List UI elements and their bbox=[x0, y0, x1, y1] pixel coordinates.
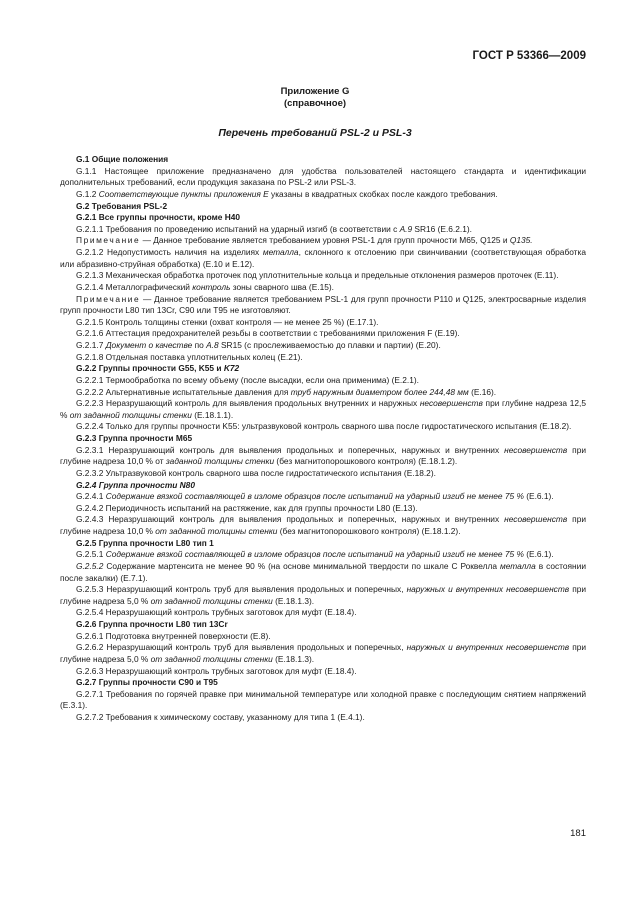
paragraph: G.2.6.1 Подготовка внутренней поверхности (E.8). bbox=[76, 630, 271, 641]
paragraph: G.2.1.4 Металлографический контроль зоны сварного шва (E.15). bbox=[76, 281, 334, 292]
paragraph: G.2.3.1 Неразрушающий контроль для выявления продольных и поперечных, наружных и внутренних несовершенств при глубине надреза 10,0 % от заданной толщины стенки (без магнитопорошкового контроля) (E.18.1.2). bbox=[60, 444, 586, 467]
section-heading: G.2.7 Группы прочности C90 и T95 bbox=[76, 677, 218, 688]
paragraph: G.2.2.1 Термообработка по всему объему (после высадки, если она применима) (E.2.1). bbox=[76, 374, 419, 385]
paragraph: G.2.7.1 Требования по горячей правке при минимальной температуре или холодной правке с последующим снятием напряжений (E.3.1). bbox=[60, 688, 586, 711]
note-label: Примечание bbox=[76, 293, 141, 304]
document-body bbox=[60, 154, 586, 724]
paragraph: G.2.5.3 Неразрушающий контроль труб для выявления продольных и поперечных, наружных и внутренних несовершенств при глубине надреза 5,0 % от заданной толщины стенки (E.18.1.3). bbox=[60, 584, 587, 606]
paragraph: G.2.1.7 Документ о качестве по A.8 SR15 (с прослеживаемостью до плавки и партии) (E.20). bbox=[76, 340, 441, 350]
paragraph: G.2.4.2 Периодичность испытаний на растяжение, как для группы прочности L80 (E.13). bbox=[76, 502, 418, 513]
paragraph: G.2.2.2 Альтернативные испытательные давления для труб наружным диаметром более 244,48 мм (E.16). bbox=[76, 386, 497, 397]
section-heading: G.1 Общие положения bbox=[76, 154, 169, 164]
paragraph: G.2.1.2 Недопустимость наличия на изделиях металла, склонного к отслоению при свинчивании (соответствующая обработка или абразивно-струйная обработка) (E.10 и E.12). bbox=[60, 247, 586, 269]
paragraph: G.2.5.2 Содержание мартенсита не менее 90 % (на основе минимальной твердости по шкале C Роквелла металла в состоянии после закалки) (E.7.1). bbox=[60, 560, 586, 583]
paragraph: G.2.1.1 Требования по проведению испытаний на ударный изгиб (в соответствии с A.9 SR16 (E.6.2.1). bbox=[76, 223, 472, 234]
section-heading: G.2.4 Группа прочности N80 bbox=[76, 479, 195, 490]
section-heading: G.2.6 Группа прочности L80 тип 13Cr bbox=[76, 619, 228, 629]
page-title: Перечень требований PSL-2 и PSL-3 bbox=[218, 127, 412, 139]
paragraph: G.2.2.3 Неразрушающий контроль для выявления продольных внутренних и наружных несовершенств при глубине надреза 12,5 % от заданной толщины стенки (E.18.1.1). bbox=[60, 398, 586, 420]
annex-subtitle: (справочное) bbox=[283, 98, 347, 109]
section-heading: G.2 Требования PSL-2 bbox=[76, 200, 168, 211]
standard-number: ГОСТ Р 53366—2009 bbox=[472, 50, 586, 62]
paragraph: G.2.3.2 Ультразвуковой контроль сварного шва после гидростатического испытания (E.18.2). bbox=[76, 467, 436, 478]
page-number: 181 bbox=[570, 828, 586, 839]
section-heading: G.2.2 Группы прочности G55, K55 и K72 bbox=[76, 363, 240, 374]
note: Примечание — Данное требование является требованием уровня PSL-1 для групп прочности M65, Q125 и Q135. bbox=[76, 235, 533, 246]
paragraph: G.2.5.1 Содержание вязкой составляющей в изломе образцов после испытаний на ударный изгиб не менее 75 % (E.6.1). bbox=[76, 549, 554, 560]
paragraph: G.2.1.3 Механическая обработка проточек под уплотнительные кольца и предельные отклонения размеров проточек (E.11). bbox=[76, 270, 559, 281]
paragraph: G.1.1 Настоящее приложение предназначено для удобства пользователей настоящего стандарта и идентификации дополнительных требований, если продукция заказана по PSL-2 или PSL-3. bbox=[60, 165, 586, 188]
paragraph: G.2.1.5 Контроль толщины стенки (охват контроля — не менее 25 %) (E.17.1). bbox=[76, 316, 379, 327]
paragraph: G.2.6.2 Неразрушающий контроль труб для выявления продольных и поперечных, наружных и внутренних несовершенств при глубине надреза 5,0 % от заданной толщины стенки (E.18.1.3). bbox=[60, 642, 587, 664]
note-label: Примечание bbox=[76, 235, 141, 246]
section-heading: G.2.1 Все группы прочности, кроме H40 bbox=[76, 212, 241, 223]
annex-title: Приложение G bbox=[280, 86, 350, 97]
paragraph: G.2.2.4 Только для группы прочности K55: ультразвуковой контроль сварного шва после гидростатического испытания (E.18.2). bbox=[76, 421, 572, 432]
note: Примечание — Данное требование является требованием PSL-1 для групп прочности P110 и Q125, электросварные изделия групп прочности L80 тип 13Cr, C90 или T95 не изготовляют. bbox=[60, 293, 586, 316]
paragraph: G.2.7.2 Требования к химическому составу, указанному для типа 1 (E.4.1). bbox=[76, 712, 365, 722]
paragraph: G.2.1.8 Отдельная поставка уплотнительных колец (E.21). bbox=[76, 351, 303, 362]
paragraph: G.1.2 Соответствующие пункты приложения E указаны в квадратных скобках после каждого требования. bbox=[76, 188, 498, 199]
paragraph: G.2.5.4 Неразрушающий контроль трубных заготовок для муфт (E.18.4). bbox=[76, 607, 357, 618]
paragraph: G.2.4.3 Неразрушающий контроль для выявления продольных и поперечных, наружных и внутренних несовершенств при глубине надреза 10,0 % от заданной толщины стенки (без магнитопорошкового контроля) (E.18.1.2). bbox=[60, 514, 586, 536]
section-heading: G.2.3 Группа прочности M65 bbox=[76, 433, 193, 443]
paragraph: G.2.4.1 Содержание вязкой составляющей в изломе образцов после испытаний на ударный изгиб не менее 75 % (E.6.1). bbox=[76, 491, 554, 502]
section-heading: G.2.5 Группа прочности L80 тип 1 bbox=[76, 537, 214, 548]
paragraph: G.2.1.6 Аттестация предохранителей резьбы в соответствии с требованиями приложения F (E.19). bbox=[76, 328, 460, 339]
paragraph: G.2.6.3 Неразрушающий контроль трубных заготовок для муфт (E.18.4). bbox=[76, 665, 357, 676]
